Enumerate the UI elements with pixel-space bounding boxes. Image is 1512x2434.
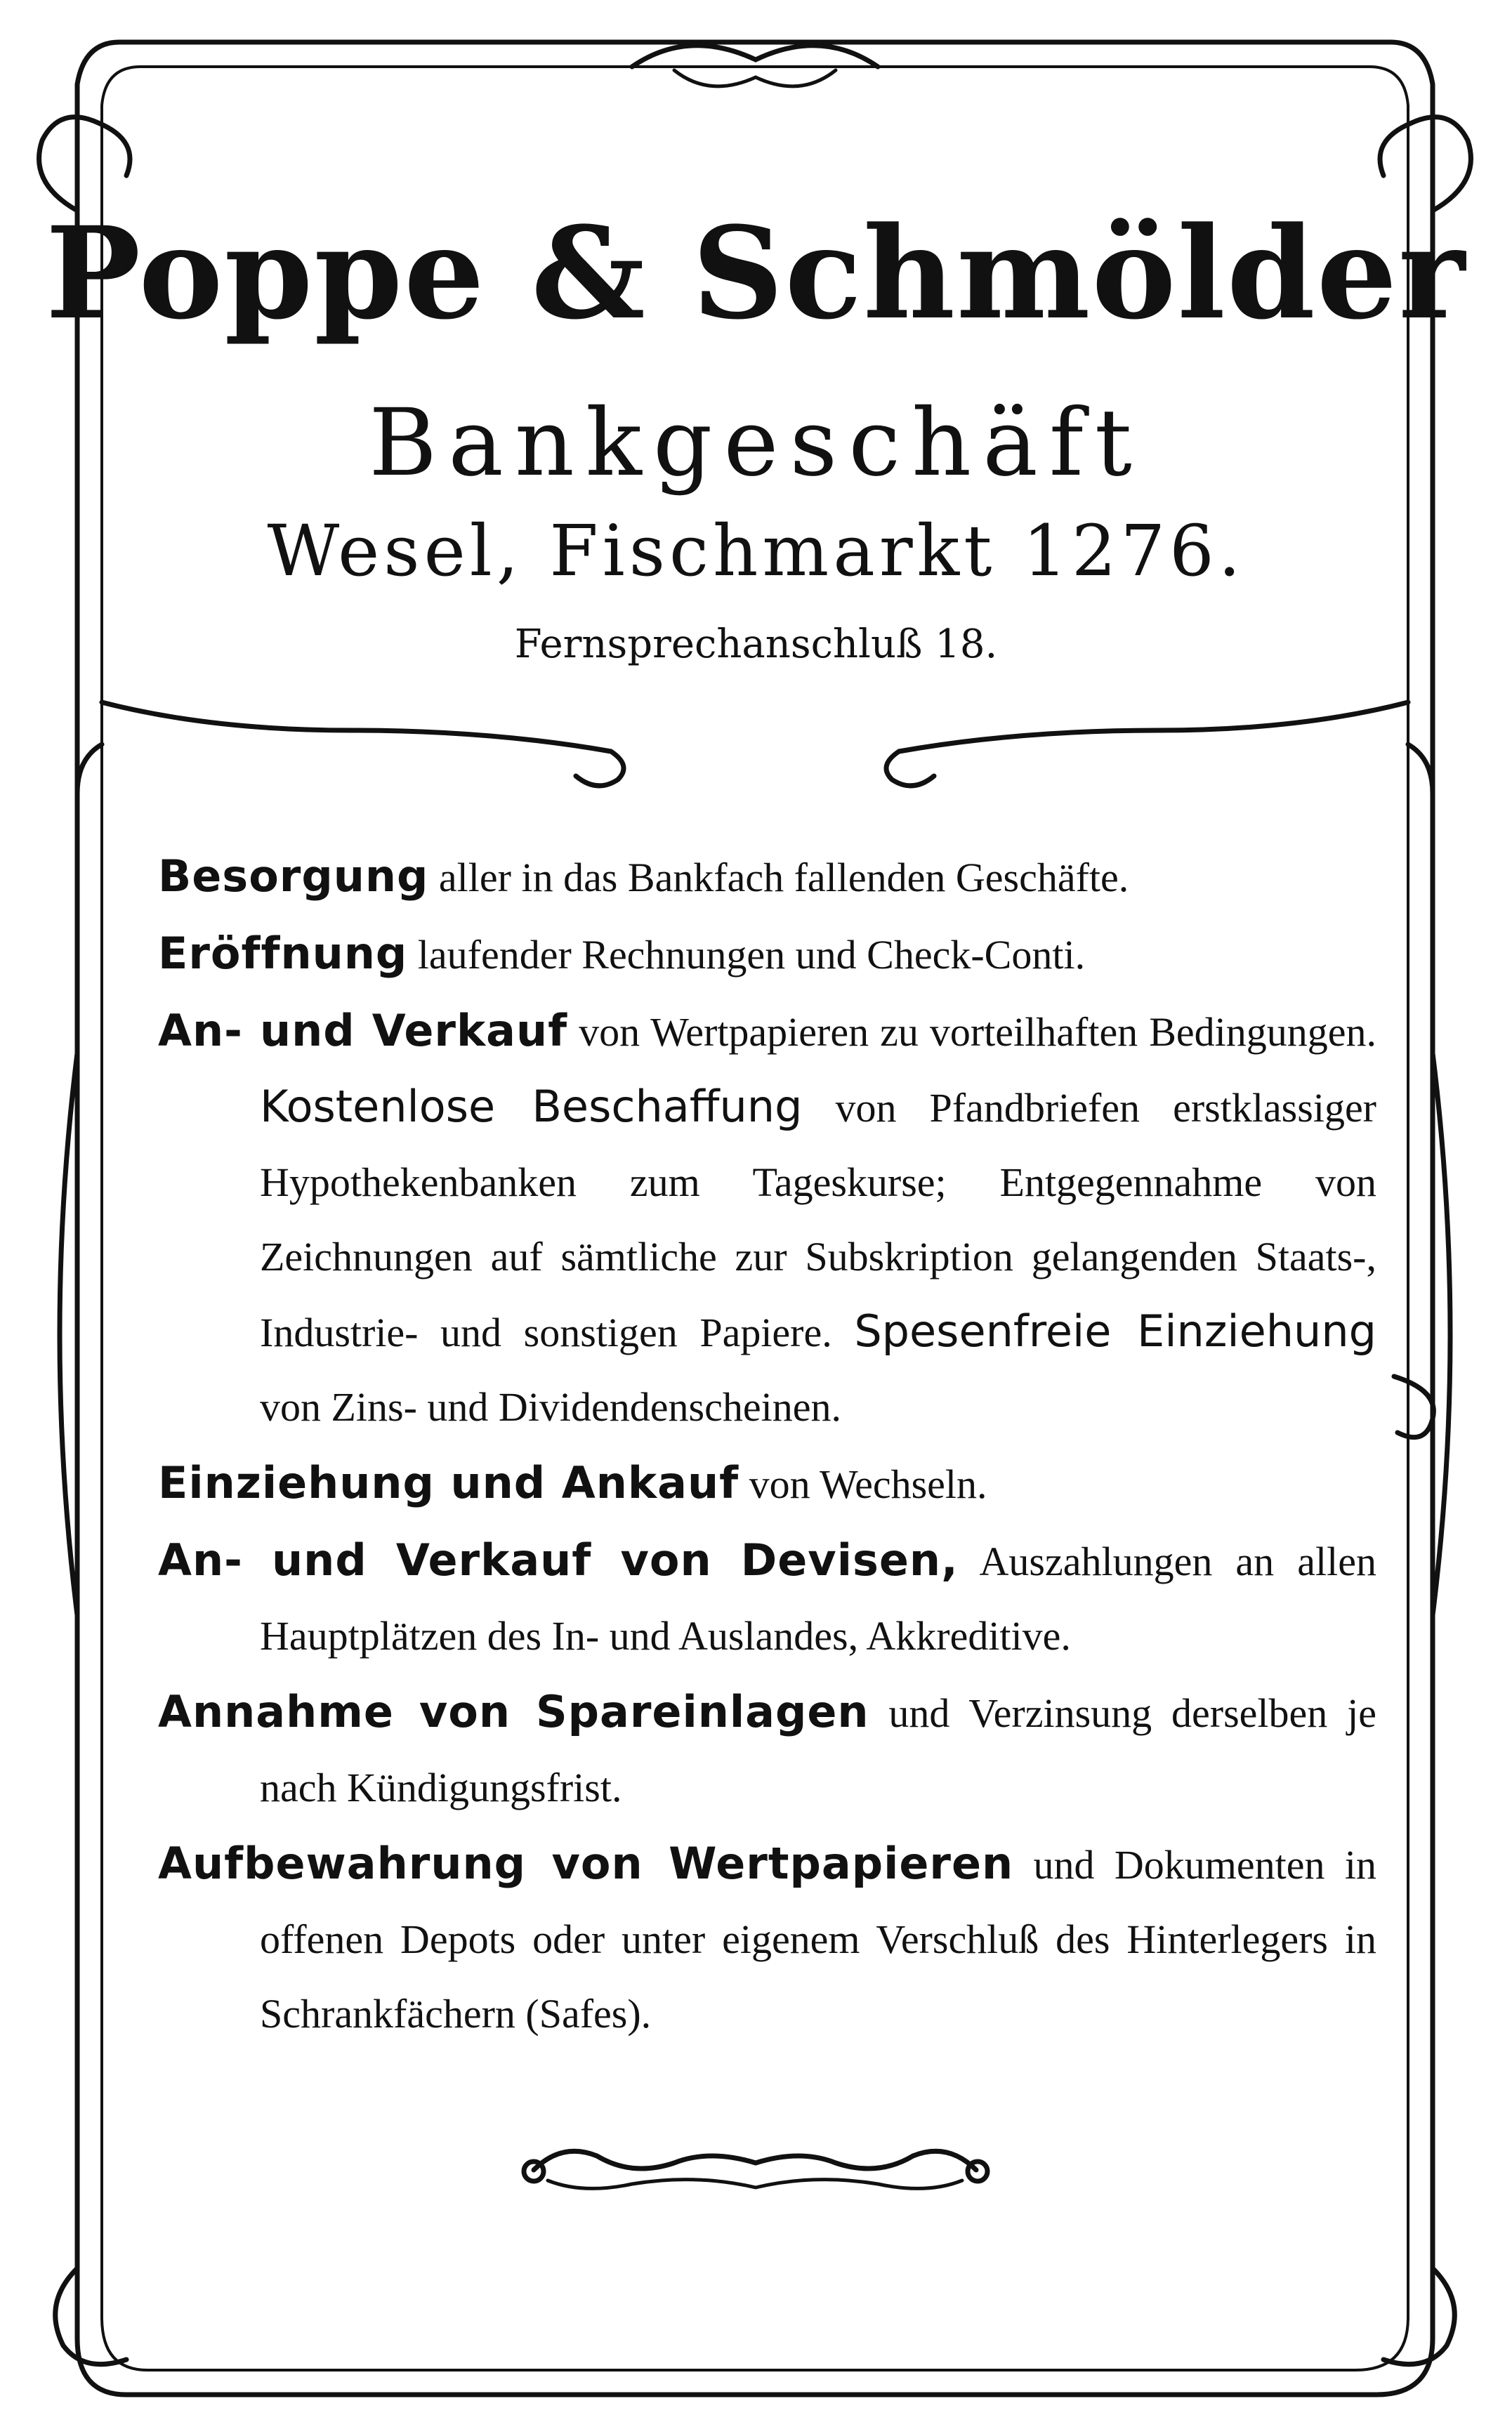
service-text: aller in das Bankfach fallenden Geschäfte. bbox=[438, 855, 1129, 900]
firm-name: Poppe & Schmölder bbox=[45, 199, 1467, 348]
service-text: von Pfandbriefen erstklassiger Hypothekenbanken zum Tageskurse; Entgegennahme von Zeichnungen auf sämtliche zur Subskription gelangenden Staats-, Industrie- und sonstigen Papiere. bbox=[260, 1085, 1376, 1355]
service-lead: Annahme von Spareinlagen bbox=[158, 1686, 869, 1737]
service-text: von Zins- und Dividendenscheinen. bbox=[260, 1384, 841, 1430]
service-item bbox=[158, 1827, 1376, 2051]
services-list bbox=[158, 839, 1376, 2053]
phone-number: Fernsprechanschluß 18. bbox=[514, 621, 998, 667]
business-type: Bankgeschäft bbox=[369, 389, 1143, 497]
service-text: von Wertpapieren zu vorteilhaften Bedingungen. bbox=[579, 1009, 1376, 1055]
service-lead: An- und Verkauf bbox=[158, 1005, 568, 1056]
address: Wesel, Fischmarkt 1276. bbox=[267, 510, 1245, 592]
service-lead: Besorgung bbox=[158, 850, 429, 902]
service-item bbox=[158, 1523, 1376, 1673]
service-highlight: Spesenfreie Einziehung bbox=[854, 1305, 1377, 1357]
service-item bbox=[158, 839, 1376, 915]
service-text: von Wechseln. bbox=[749, 1461, 987, 1507]
service-lead: Eröffnung bbox=[158, 928, 408, 979]
service-text: Auszahlungen an allen Hauptplätzen des In- und Auslandes, Akkreditive. bbox=[260, 1539, 1376, 1659]
service-lead: Einziehung und Ankauf bbox=[158, 1457, 739, 1508]
service-item bbox=[158, 1446, 1376, 1522]
service-item bbox=[158, 1675, 1376, 1825]
service-highlight: Kostenlose Beschaffung bbox=[260, 1081, 803, 1132]
service-item bbox=[158, 994, 1376, 1445]
service-lead: An- und Verkauf von Devisen, bbox=[158, 1534, 959, 1586]
service-text: laufender Rechnungen und Check-Conti. bbox=[417, 932, 1086, 978]
service-item bbox=[158, 916, 1376, 992]
service-text: und Dokumenten in offenen Depots oder unter eigenem Verschluß des Hinterlegers in Schrankfächern (Safes). bbox=[260, 1842, 1376, 2037]
service-lead: Aufbewahrung von Wertpapieren bbox=[158, 1838, 1014, 1889]
service-text: und Verzinsung derselben je nach Kündigungsfrist. bbox=[260, 1690, 1376, 1810]
